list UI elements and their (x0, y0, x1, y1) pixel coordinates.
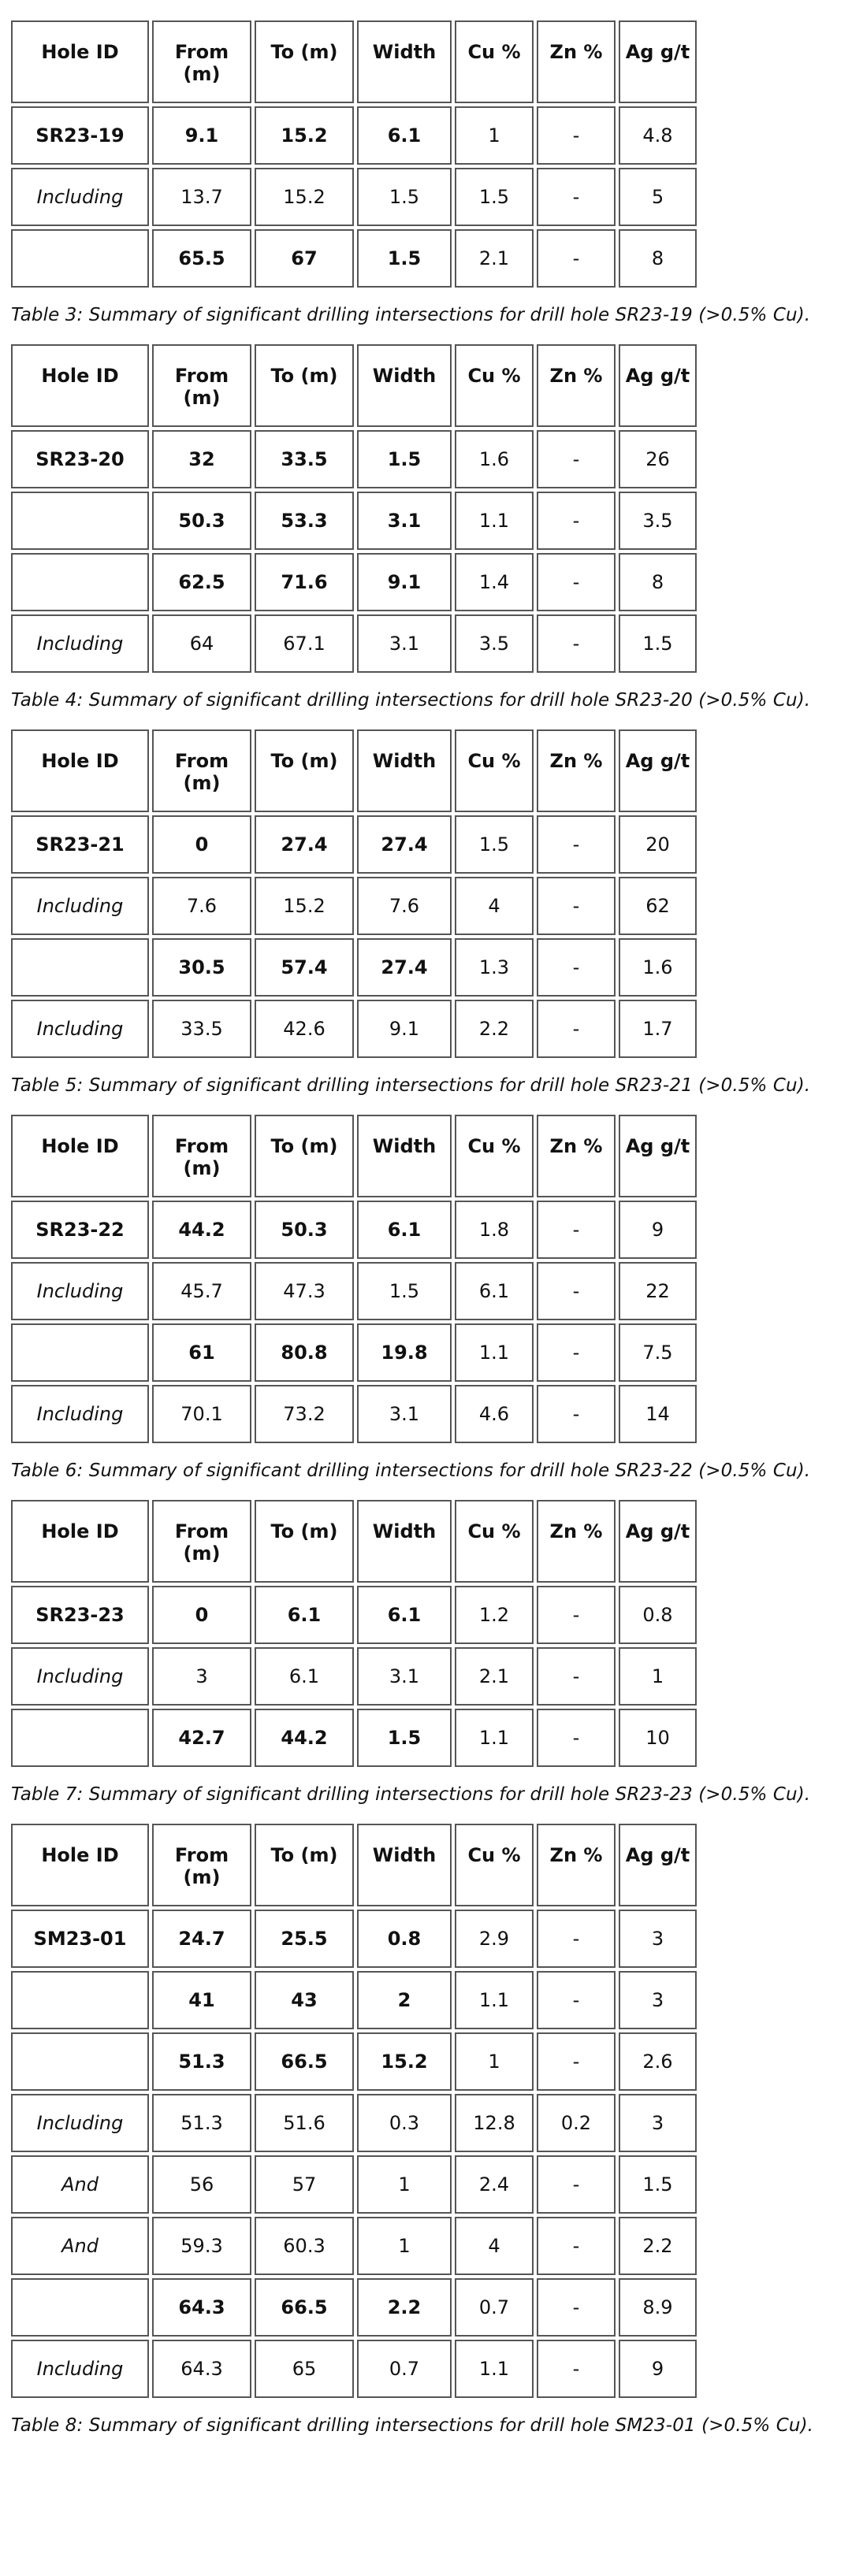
cell-width: 2.2 (357, 2278, 452, 2337)
cell-ag: 1.6 (619, 938, 697, 997)
cell-ag: 22 (619, 1262, 697, 1320)
cell-from: 64.3 (152, 2278, 251, 2337)
cell-ag: 2.2 (619, 2217, 697, 2275)
cell-ag: 2.6 (619, 2032, 697, 2091)
table-caption: Table 3: Summary of significant drilling intersections for drill hole SR23-19 (>0.5% Cu). (11, 305, 811, 325)
table-row (11, 1586, 697, 1644)
cell-hole-id: SR23-21 (11, 815, 149, 874)
cell-hole-id: Including (11, 168, 149, 226)
cell-zn: 0.2 (537, 2094, 616, 2152)
table-row (11, 553, 697, 611)
cell-from: 45.7 (152, 1262, 251, 1320)
cell-to: 80.8 (255, 1323, 354, 1382)
column-header-ag: Ag g/t (619, 20, 697, 103)
cell-width: 1.5 (357, 430, 452, 488)
table-section (11, 1112, 859, 1481)
column-header-ag: Ag g/t (619, 1500, 697, 1583)
table-header-row (11, 729, 697, 812)
column-header-zn: Zn % (537, 344, 616, 427)
cell-cu: 0.7 (455, 2278, 534, 2337)
cell-zn: - (537, 614, 616, 673)
cell-to: 73.2 (255, 1385, 354, 1443)
cell-cu: 12.8 (455, 2094, 534, 2152)
cell-to: 6.1 (255, 1586, 354, 1644)
cell-zn: - (537, 1971, 616, 2029)
cell-width: 9.1 (357, 553, 452, 611)
column-header-ag: Ag g/t (619, 1115, 697, 1197)
cell-to: 57.4 (255, 938, 354, 997)
cell-to: 43 (255, 1971, 354, 2029)
cell-zn: - (537, 106, 616, 165)
cell-zn: - (537, 1647, 616, 1706)
table-row (11, 1709, 697, 1767)
cell-hole-id (11, 229, 149, 288)
cell-to: 25.5 (255, 1910, 354, 1968)
column-header-width: Width (357, 20, 452, 103)
cell-width: 19.8 (357, 1323, 452, 1382)
column-header-cu: Cu % (455, 1115, 534, 1197)
cell-zn: - (537, 2278, 616, 2337)
cell-width: 1 (357, 2217, 452, 2275)
table-caption: Table 6: Summary of significant drilling intersections for drill hole SR23-22 (>0.5% Cu). (11, 1461, 811, 1481)
table-row (11, 1000, 697, 1058)
cell-zn: - (537, 1709, 616, 1767)
column-header-hole-id: Hole ID (11, 344, 149, 427)
cell-from: 64.3 (152, 2340, 251, 2398)
table-row (11, 1201, 697, 1259)
cell-zn: - (537, 1910, 616, 1968)
cell-zn: - (537, 2340, 616, 2398)
cell-hole-id: SR23-20 (11, 430, 149, 488)
cell-to: 65 (255, 2340, 354, 2398)
table-section (11, 17, 859, 325)
cell-zn: - (537, 877, 616, 935)
cell-zn: - (537, 2217, 616, 2275)
cell-hole-id: And (11, 2217, 149, 2275)
cell-to: 57 (255, 2155, 354, 2214)
cell-ag: 1.5 (619, 614, 697, 673)
table-section (11, 1497, 859, 1805)
cell-width: 0.3 (357, 2094, 452, 2152)
cell-cu: 1 (455, 2032, 534, 2091)
cell-cu: 2.4 (455, 2155, 534, 2214)
cell-to: 71.6 (255, 553, 354, 611)
cell-to: 6.1 (255, 1647, 354, 1706)
column-header-to: To (m) (255, 344, 354, 427)
column-header-zn: Zn % (537, 20, 616, 103)
cell-zn: - (537, 430, 616, 488)
cell-width: 1.5 (357, 1709, 452, 1767)
table-row (11, 1385, 697, 1443)
cell-width: 3.1 (357, 492, 452, 550)
cell-hole-id (11, 1709, 149, 1767)
column-header-ag: Ag g/t (619, 344, 697, 427)
cell-cu: 1.1 (455, 2340, 534, 2398)
cell-cu: 1.2 (455, 1586, 534, 1644)
cell-cu: 6.1 (455, 1262, 534, 1320)
cell-to: 47.3 (255, 1262, 354, 1320)
cell-from: 3 (152, 1647, 251, 1706)
cell-cu: 4 (455, 2217, 534, 2275)
cell-hole-id (11, 1971, 149, 2029)
cell-to: 44.2 (255, 1709, 354, 1767)
cell-from: 24.7 (152, 1910, 251, 1968)
cell-width: 1.5 (357, 1262, 452, 1320)
table-section (11, 1821, 859, 2436)
table-row (11, 815, 697, 874)
cell-ag: 9 (619, 1201, 697, 1259)
cell-hole-id: Including (11, 877, 149, 935)
cell-from: 44.2 (152, 1201, 251, 1259)
cell-ag: 3.5 (619, 492, 697, 550)
table-row (11, 229, 697, 288)
column-header-to: To (m) (255, 1824, 354, 1906)
cell-to: 15.2 (255, 168, 354, 226)
cell-hole-id: Including (11, 1000, 149, 1058)
column-header-to: To (m) (255, 1500, 354, 1583)
cell-cu: 1.1 (455, 492, 534, 550)
cell-zn: - (537, 1586, 616, 1644)
cell-zn: - (537, 2032, 616, 2091)
cell-hole-id (11, 2032, 149, 2091)
cell-to: 50.3 (255, 1201, 354, 1259)
cell-ag: 4.8 (619, 106, 697, 165)
cell-zn: - (537, 1385, 616, 1443)
cell-from: 0 (152, 815, 251, 874)
cell-hole-id (11, 2278, 149, 2337)
column-header-width: Width (357, 1824, 452, 1906)
cell-hole-id: Including (11, 1385, 149, 1443)
cell-to: 67.1 (255, 614, 354, 673)
cell-from: 59.3 (152, 2217, 251, 2275)
cell-to: 51.6 (255, 2094, 354, 2152)
table-row (11, 1262, 697, 1320)
cell-cu: 1.4 (455, 553, 534, 611)
cell-width: 0.7 (357, 2340, 452, 2398)
cell-hole-id: Including (11, 614, 149, 673)
column-header-to: To (m) (255, 20, 354, 103)
column-header-hole-id: Hole ID (11, 1500, 149, 1583)
cell-to: 60.3 (255, 2217, 354, 2275)
cell-width: 2 (357, 1971, 452, 2029)
cell-cu: 2.9 (455, 1910, 534, 1968)
intersection-table (8, 1112, 700, 1446)
column-header-to: To (m) (255, 729, 354, 812)
cell-from: 61 (152, 1323, 251, 1382)
cell-width: 1 (357, 2155, 452, 2214)
cell-zn: - (537, 1262, 616, 1320)
column-header-hole-id: Hole ID (11, 1115, 149, 1197)
cell-zn: - (537, 938, 616, 997)
cell-width: 6.1 (357, 1586, 452, 1644)
cell-cu: 1.8 (455, 1201, 534, 1259)
table-row (11, 2032, 697, 2091)
cell-hole-id: Including (11, 1647, 149, 1706)
table-caption: Table 5: Summary of significant drilling intersections for drill hole SR23-21 (>0.5% Cu). (11, 1075, 811, 1096)
cell-width: 0.8 (357, 1910, 452, 1968)
column-header-hole-id: Hole ID (11, 20, 149, 103)
cell-zn: - (537, 2155, 616, 2214)
table-row (11, 614, 697, 673)
cell-ag: 5 (619, 168, 697, 226)
cell-from: 51.3 (152, 2094, 251, 2152)
cell-cu: 4 (455, 877, 534, 935)
cell-cu: 1.1 (455, 1971, 534, 2029)
column-header-zn: Zn % (537, 1500, 616, 1583)
cell-cu: 1.5 (455, 168, 534, 226)
cell-width: 1.5 (357, 229, 452, 288)
table-row (11, 2278, 697, 2337)
cell-width: 27.4 (357, 815, 452, 874)
cell-from: 32 (152, 430, 251, 488)
column-header-ag: Ag g/t (619, 729, 697, 812)
cell-zn: - (537, 1323, 616, 1382)
table-row (11, 168, 697, 226)
cell-cu: 4.6 (455, 1385, 534, 1443)
table-caption: Table 4: Summary of significant drilling intersections for drill hole SR23-20 (>0.5% Cu). (11, 690, 811, 711)
document (11, 17, 859, 2452)
cell-from: 41 (152, 1971, 251, 2029)
column-header-width: Width (357, 344, 452, 427)
table-row (11, 2094, 697, 2152)
cell-from: 64 (152, 614, 251, 673)
cell-width: 15.2 (357, 2032, 452, 2091)
cell-hole-id: SM23-01 (11, 1910, 149, 1968)
cell-to: 67 (255, 229, 354, 288)
table-row (11, 2155, 697, 2214)
table-row (11, 430, 697, 488)
column-header-hole-id: Hole ID (11, 1824, 149, 1906)
cell-cu: 2.1 (455, 229, 534, 288)
cell-hole-id (11, 1323, 149, 1382)
table-section (11, 341, 859, 711)
intersection-table (8, 341, 700, 676)
table-row (11, 877, 697, 935)
cell-from: 51.3 (152, 2032, 251, 2091)
column-header-width: Width (357, 729, 452, 812)
cell-hole-id (11, 938, 149, 997)
column-header-cu: Cu % (455, 729, 534, 812)
column-header-ag: Ag g/t (619, 1824, 697, 1906)
table-row (11, 1323, 697, 1382)
cell-from: 0 (152, 1586, 251, 1644)
cell-zn: - (537, 1201, 616, 1259)
table-row (11, 938, 697, 997)
intersection-table (8, 726, 700, 1061)
column-header-zn: Zn % (537, 1115, 616, 1197)
column-header-width: Width (357, 1500, 452, 1583)
column-header-cu: Cu % (455, 20, 534, 103)
cell-cu: 3.5 (455, 614, 534, 673)
cell-width: 27.4 (357, 938, 452, 997)
cell-ag: 7.5 (619, 1323, 697, 1382)
cell-to: 33.5 (255, 430, 354, 488)
cell-from: 70.1 (152, 1385, 251, 1443)
cell-ag: 1.5 (619, 2155, 697, 2214)
table-header-row (11, 20, 697, 103)
column-header-to: To (m) (255, 1115, 354, 1197)
cell-zn: - (537, 1000, 616, 1058)
cell-hole-id: Including (11, 2094, 149, 2152)
cell-zn: - (537, 815, 616, 874)
cell-from: 56 (152, 2155, 251, 2214)
table-row (11, 492, 697, 550)
cell-from: 65.5 (152, 229, 251, 288)
cell-from: 9.1 (152, 106, 251, 165)
cell-zn: - (537, 168, 616, 226)
table-header-row (11, 1500, 697, 1583)
cell-to: 42.6 (255, 1000, 354, 1058)
table-row (11, 1910, 697, 1968)
column-header-from: From (m) (152, 344, 251, 427)
intersection-table (8, 1497, 700, 1770)
cell-zn: - (537, 553, 616, 611)
intersection-table (8, 1821, 700, 2401)
table-row (11, 1647, 697, 1706)
column-header-hole-id: Hole ID (11, 729, 149, 812)
cell-ag: 8 (619, 553, 697, 611)
cell-from: 30.5 (152, 938, 251, 997)
cell-ag: 14 (619, 1385, 697, 1443)
cell-cu: 2.1 (455, 1647, 534, 1706)
column-header-from: From (m) (152, 1115, 251, 1197)
cell-from: 50.3 (152, 492, 251, 550)
cell-width: 6.1 (357, 1201, 452, 1259)
cell-from: 13.7 (152, 168, 251, 226)
cell-to: 66.5 (255, 2032, 354, 2091)
table-header-row (11, 344, 697, 427)
cell-cu: 1.1 (455, 1323, 534, 1382)
cell-hole-id: SR23-22 (11, 1201, 149, 1259)
cell-cu: 1.5 (455, 815, 534, 874)
table-header-row (11, 1115, 697, 1197)
cell-from: 42.7 (152, 1709, 251, 1767)
column-header-from: From (m) (152, 1500, 251, 1583)
cell-to: 15.2 (255, 877, 354, 935)
cell-ag: 3 (619, 1910, 697, 1968)
cell-cu: 1.3 (455, 938, 534, 997)
cell-ag: 1.7 (619, 1000, 697, 1058)
table-caption: Table 7: Summary of significant drilling intersections for drill hole SR23-23 (>0.5% Cu). (11, 1784, 811, 1805)
cell-ag: 20 (619, 815, 697, 874)
column-header-from: From (m) (152, 1824, 251, 1906)
table-row (11, 2340, 697, 2398)
cell-width: 9.1 (357, 1000, 452, 1058)
cell-cu: 1.6 (455, 430, 534, 488)
cell-width: 1.5 (357, 168, 452, 226)
cell-ag: 10 (619, 1709, 697, 1767)
cell-width: 3.1 (357, 1385, 452, 1443)
cell-ag: 1 (619, 1647, 697, 1706)
column-header-from: From (m) (152, 729, 251, 812)
cell-width: 3.1 (357, 1647, 452, 1706)
cell-cu: 1.1 (455, 1709, 534, 1767)
cell-ag: 3 (619, 1971, 697, 2029)
cell-to: 27.4 (255, 815, 354, 874)
column-header-cu: Cu % (455, 344, 534, 427)
cell-cu: 1 (455, 106, 534, 165)
cell-ag: 8.9 (619, 2278, 697, 2337)
cell-width: 3.1 (357, 614, 452, 673)
table-section (11, 726, 859, 1096)
cell-from: 33.5 (152, 1000, 251, 1058)
table-header-row (11, 1824, 697, 1906)
cell-zn: - (537, 229, 616, 288)
cell-from: 7.6 (152, 877, 251, 935)
cell-ag: 9 (619, 2340, 697, 2398)
cell-to: 53.3 (255, 492, 354, 550)
cell-ag: 8 (619, 229, 697, 288)
cell-hole-id: And (11, 2155, 149, 2214)
table-row (11, 2217, 697, 2275)
cell-width: 6.1 (357, 106, 452, 165)
column-header-width: Width (357, 1115, 452, 1197)
cell-to: 15.2 (255, 106, 354, 165)
cell-hole-id: Including (11, 1262, 149, 1320)
cell-ag: 0.8 (619, 1586, 697, 1644)
column-header-cu: Cu % (455, 1824, 534, 1906)
cell-hole-id (11, 492, 149, 550)
column-header-zn: Zn % (537, 1824, 616, 1906)
cell-ag: 62 (619, 877, 697, 935)
column-header-zn: Zn % (537, 729, 616, 812)
column-header-cu: Cu % (455, 1500, 534, 1583)
cell-cu: 2.2 (455, 1000, 534, 1058)
cell-hole-id: SR23-19 (11, 106, 149, 165)
intersection-table (8, 17, 700, 291)
cell-from: 62.5 (152, 553, 251, 611)
table-row (11, 1971, 697, 2029)
cell-ag: 26 (619, 430, 697, 488)
cell-to: 66.5 (255, 2278, 354, 2337)
cell-hole-id (11, 553, 149, 611)
cell-width: 7.6 (357, 877, 452, 935)
table-caption: Table 8: Summary of significant drilling intersections for drill hole SM23-01 (>0.5% Cu). (11, 2415, 814, 2436)
cell-zn: - (537, 492, 616, 550)
cell-hole-id: SR23-23 (11, 1586, 149, 1644)
table-row (11, 106, 697, 165)
column-header-from: From (m) (152, 20, 251, 103)
cell-ag: 3 (619, 2094, 697, 2152)
cell-hole-id: Including (11, 2340, 149, 2398)
